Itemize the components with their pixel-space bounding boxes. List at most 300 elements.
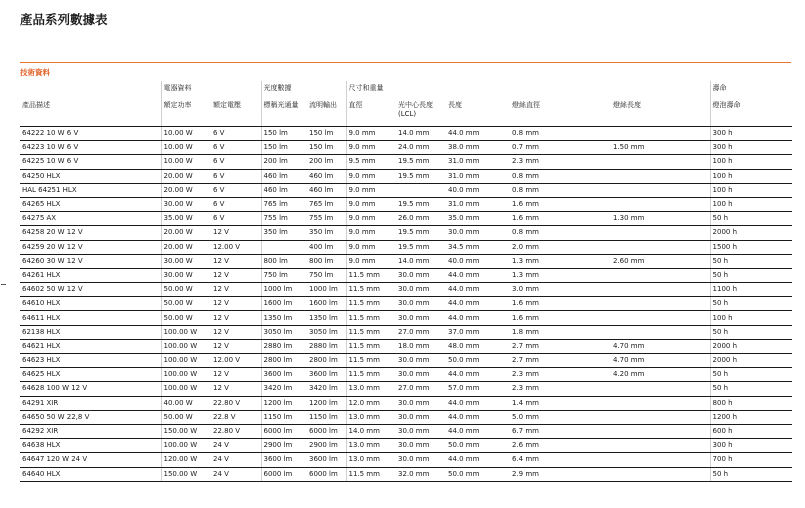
col-filament-length: 燈絲長度 xyxy=(611,98,710,127)
cell-diameter: 11.5 mm xyxy=(346,339,396,353)
cell-voltage: 24 V xyxy=(211,467,261,481)
cell-power: 20.00 W xyxy=(161,183,211,197)
cell-power: 35.00 W xyxy=(161,212,211,226)
cell-product: 62138 HLX xyxy=(20,325,161,339)
group-dimensions: 尺寸和重量 xyxy=(346,81,710,98)
cell-filament-length xyxy=(611,226,710,240)
cell-product: 64275 AX xyxy=(20,212,161,226)
col-length: 長度 xyxy=(446,98,510,127)
cell-product: 64602 50 W 12 V xyxy=(20,283,161,297)
cell-life: 1100 h xyxy=(710,283,792,297)
cell-product: 64225 10 W 6 V xyxy=(20,155,161,169)
cell-filament-length xyxy=(611,424,710,438)
cell-life: 300 h xyxy=(710,439,792,453)
cell-diameter: 11.5 mm xyxy=(346,268,396,282)
cell-life: 50 h xyxy=(710,254,792,268)
cell-rated-flux: 750 lm xyxy=(261,268,307,282)
cell-luminous-flux: 3420 lm xyxy=(307,382,346,396)
cell-diameter: 13.0 mm xyxy=(346,453,396,467)
cell-life: 600 h xyxy=(710,424,792,438)
cell-filament-length xyxy=(611,311,710,325)
cell-power: 20.00 W xyxy=(161,169,211,183)
cell-filament-length xyxy=(611,396,710,410)
cell-voltage: 6 V xyxy=(211,197,261,211)
cell-length: 31.0 mm xyxy=(446,169,510,183)
cell-power: 100.00 W xyxy=(161,382,211,396)
cell-luminous-flux: 3600 lm xyxy=(307,368,346,382)
cell-luminous-flux: 2880 lm xyxy=(307,339,346,353)
cell-lcl: 30.0 mm xyxy=(396,354,446,368)
cell-rated-flux: 1150 lm xyxy=(261,410,307,424)
cell-diameter: 9.0 mm xyxy=(346,226,396,240)
col-power: 額定功率 xyxy=(161,98,211,127)
cell-lcl: 19.5 mm xyxy=(396,226,446,240)
cell-filament-length xyxy=(611,467,710,481)
table-row xyxy=(20,439,792,453)
cell-lcl: 30.0 mm xyxy=(396,283,446,297)
cell-life: 100 h xyxy=(710,183,792,197)
cell-length: 44.0 mm xyxy=(446,453,510,467)
cell-voltage: 12 V xyxy=(211,297,261,311)
table-row xyxy=(20,240,792,254)
cell-length: 44.0 mm xyxy=(446,297,510,311)
table-row xyxy=(20,268,792,282)
cell-lcl: 19.5 mm xyxy=(396,197,446,211)
cell-length: 44.0 mm xyxy=(446,424,510,438)
cell-diameter: 13.0 mm xyxy=(346,410,396,424)
cell-length: 44.0 mm xyxy=(446,396,510,410)
cell-luminous-flux: 150 lm xyxy=(307,141,346,155)
cell-rated-flux: 2900 lm xyxy=(261,439,307,453)
cell-power: 10.00 W xyxy=(161,127,211,141)
cell-filament-length xyxy=(611,410,710,424)
cell-product: 64650 50 W 22,8 V xyxy=(20,410,161,424)
cell-voltage: 12 V xyxy=(211,283,261,297)
cell-luminous-flux: 765 lm xyxy=(307,197,346,211)
table-row xyxy=(20,382,792,396)
cell-diameter: 9.0 mm xyxy=(346,127,396,141)
cell-length: 40.0 mm xyxy=(446,183,510,197)
cell-filament-length xyxy=(611,297,710,311)
col-voltage: 額定電壓 xyxy=(211,98,261,127)
cell-life: 1500 h xyxy=(710,240,792,254)
cell-filament-length xyxy=(611,283,710,297)
cell-luminous-flux: 460 lm xyxy=(307,169,346,183)
cell-rated-flux: 755 lm xyxy=(261,212,307,226)
cell-diameter: 11.5 mm xyxy=(346,325,396,339)
cell-voltage: 6 V xyxy=(211,127,261,141)
table-row xyxy=(20,283,792,297)
cell-luminous-flux: 200 lm xyxy=(307,155,346,169)
cell-filament-length xyxy=(611,439,710,453)
cell-voltage: 12 V xyxy=(211,382,261,396)
cell-diameter: 13.0 mm xyxy=(346,439,396,453)
cell-life: 50 h xyxy=(710,467,792,481)
cell-filament-length: 1.30 mm xyxy=(611,212,710,226)
cell-voltage: 12.00 V xyxy=(211,354,261,368)
cell-filament-diameter: 1.8 mm xyxy=(510,325,611,339)
cell-voltage: 22.80 V xyxy=(211,424,261,438)
cell-diameter: 9.0 mm xyxy=(346,141,396,155)
cell-rated-flux: 3600 lm xyxy=(261,453,307,467)
cell-rated-flux: 3420 lm xyxy=(261,382,307,396)
cell-power: 20.00 W xyxy=(161,240,211,254)
cell-rated-flux: 3600 lm xyxy=(261,368,307,382)
cell-power: 100.00 W xyxy=(161,439,211,453)
cell-luminous-flux: 400 lm xyxy=(307,240,346,254)
cell-filament-length: 2.60 mm xyxy=(611,254,710,268)
cell-life: 1200 h xyxy=(710,410,792,424)
table-row xyxy=(20,339,792,353)
cell-length: 44.0 mm xyxy=(446,368,510,382)
cell-lcl: 18.0 mm xyxy=(396,339,446,353)
cell-life: 700 h xyxy=(710,453,792,467)
cell-voltage: 6 V xyxy=(211,183,261,197)
cell-filament-diameter: 2.9 mm xyxy=(510,467,611,481)
cell-product: 64291 XIR xyxy=(20,396,161,410)
cell-diameter: 9.0 mm xyxy=(346,240,396,254)
cell-product: 64222 10 W 6 V xyxy=(20,127,161,141)
cell-product: 64610 HLX xyxy=(20,297,161,311)
cell-filament-diameter: 1.3 mm xyxy=(510,254,611,268)
cell-diameter: 11.5 mm xyxy=(346,368,396,382)
cell-lcl: 19.5 mm xyxy=(396,240,446,254)
cell-rated-flux: 6000 lm xyxy=(261,467,307,481)
cell-filament-length: 1.50 mm xyxy=(611,141,710,155)
cell-rated-flux: 800 lm xyxy=(261,254,307,268)
cell-product: 64260 30 W 12 V xyxy=(20,254,161,268)
table-row xyxy=(20,141,792,155)
cell-power: 120.00 W xyxy=(161,453,211,467)
cell-length: 38.0 mm xyxy=(446,141,510,155)
section-title: 技術資料 xyxy=(20,68,50,77)
group-header-row xyxy=(20,81,792,98)
cell-power: 20.00 W xyxy=(161,226,211,240)
cell-luminous-flux: 460 lm xyxy=(307,183,346,197)
cell-product: 64265 HLX xyxy=(20,197,161,211)
cell-luminous-flux: 755 lm xyxy=(307,212,346,226)
cell-filament-diameter: 6.7 mm xyxy=(510,424,611,438)
cell-power: 100.00 W xyxy=(161,368,211,382)
cell-rated-flux: 1600 lm xyxy=(261,297,307,311)
cell-lcl: 30.0 mm xyxy=(396,368,446,382)
cell-product: 64258 20 W 12 V xyxy=(20,226,161,240)
table-row xyxy=(20,155,792,169)
cell-lcl xyxy=(396,183,446,197)
cell-filament-diameter: 0.8 mm xyxy=(510,127,611,141)
cell-power: 50.00 W xyxy=(161,410,211,424)
cell-life: 50 h xyxy=(710,368,792,382)
cell-lcl: 26.0 mm xyxy=(396,212,446,226)
col-life: 燈泡壽命 xyxy=(710,98,792,127)
cell-luminous-flux: 2800 lm xyxy=(307,354,346,368)
cell-life: 300 h xyxy=(710,141,792,155)
cell-lcl: 24.0 mm xyxy=(396,141,446,155)
cell-product: 64640 HLX xyxy=(20,467,161,481)
cell-diameter: 9.0 mm xyxy=(346,183,396,197)
cell-power: 150.00 W xyxy=(161,467,211,481)
accent-divider xyxy=(20,62,791,63)
cell-length: 40.0 mm xyxy=(446,254,510,268)
cell-voltage: 12 V xyxy=(211,268,261,282)
cell-filament-length xyxy=(611,382,710,396)
cell-rated-flux xyxy=(261,240,307,254)
cell-rated-flux: 1200 lm xyxy=(261,396,307,410)
cell-filament-length: 4.70 mm xyxy=(611,339,710,353)
cell-filament-diameter: 2.3 mm xyxy=(510,155,611,169)
cell-luminous-flux: 150 lm xyxy=(307,127,346,141)
table-row xyxy=(20,226,792,240)
cell-luminous-flux: 1200 lm xyxy=(307,396,346,410)
cell-rated-flux: 150 lm xyxy=(261,127,307,141)
cell-filament-diameter: 2.3 mm xyxy=(510,382,611,396)
cell-rated-flux: 6000 lm xyxy=(261,424,307,438)
cell-life: 800 h xyxy=(710,396,792,410)
cell-filament-diameter: 6.4 mm xyxy=(510,453,611,467)
cell-lcl: 30.0 mm xyxy=(396,410,446,424)
technical-data-table xyxy=(20,81,792,482)
cell-rated-flux: 460 lm xyxy=(261,183,307,197)
col-filament-diameter: 燈絲直徑 xyxy=(510,98,611,127)
cell-lcl: 32.0 mm xyxy=(396,467,446,481)
cell-diameter: 9.0 mm xyxy=(346,254,396,268)
table-row xyxy=(20,396,792,410)
cell-length: 44.0 mm xyxy=(446,311,510,325)
cell-life: 50 h xyxy=(710,268,792,282)
table-row xyxy=(20,254,792,268)
cell-filament-diameter: 1.6 mm xyxy=(510,197,611,211)
cell-filament-length xyxy=(611,197,710,211)
cell-life: 100 h xyxy=(710,169,792,183)
cell-luminous-flux: 3600 lm xyxy=(307,453,346,467)
cell-power: 50.00 W xyxy=(161,311,211,325)
cell-rated-flux: 2880 lm xyxy=(261,339,307,353)
cell-rated-flux: 200 lm xyxy=(261,155,307,169)
cell-diameter: 11.5 mm xyxy=(346,297,396,311)
cell-luminous-flux: 1350 lm xyxy=(307,311,346,325)
cell-filament-diameter: 1.6 mm xyxy=(510,311,611,325)
cell-lcl: 30.0 mm xyxy=(396,453,446,467)
cell-power: 10.00 W xyxy=(161,141,211,155)
cell-diameter: 11.5 mm xyxy=(346,467,396,481)
cell-filament-length xyxy=(611,127,710,141)
cell-filament-diameter: 2.7 mm xyxy=(510,339,611,353)
cell-luminous-flux: 350 lm xyxy=(307,226,346,240)
cell-length: 35.0 mm xyxy=(446,212,510,226)
cell-life: 50 h xyxy=(710,325,792,339)
cell-length: 48.0 mm xyxy=(446,339,510,353)
table-body xyxy=(20,127,792,482)
cell-luminous-flux: 6000 lm xyxy=(307,424,346,438)
cell-product: 64638 HLX xyxy=(20,439,161,453)
cell-rated-flux: 1350 lm xyxy=(261,311,307,325)
cell-power: 30.00 W xyxy=(161,268,211,282)
cell-filament-diameter: 1.4 mm xyxy=(510,396,611,410)
cell-filament-length xyxy=(611,268,710,282)
cell-voltage: 12 V xyxy=(211,254,261,268)
cell-filament-length xyxy=(611,240,710,254)
cell-luminous-flux: 3050 lm xyxy=(307,325,346,339)
cell-lcl: 30.0 mm xyxy=(396,424,446,438)
cell-rated-flux: 3050 lm xyxy=(261,325,307,339)
cell-length: 50.0 mm xyxy=(446,439,510,453)
cell-product: 64223 10 W 6 V xyxy=(20,141,161,155)
cell-luminous-flux: 6000 lm xyxy=(307,467,346,481)
cell-lcl: 30.0 mm xyxy=(396,311,446,325)
cell-lcl: 30.0 mm xyxy=(396,297,446,311)
table-row xyxy=(20,410,792,424)
cell-diameter: 14.0 mm xyxy=(346,424,396,438)
cell-length: 44.0 mm xyxy=(446,283,510,297)
cell-filament-length xyxy=(611,183,710,197)
cell-diameter: 12.0 mm xyxy=(346,396,396,410)
cell-filament-diameter: 1.6 mm xyxy=(510,297,611,311)
cell-length: 44.0 mm xyxy=(446,410,510,424)
cell-diameter: 9.5 mm xyxy=(346,155,396,169)
cell-length: 31.0 mm xyxy=(446,197,510,211)
cell-filament-length: 4.20 mm xyxy=(611,368,710,382)
cell-voltage: 6 V xyxy=(211,141,261,155)
cell-product: 64611 HLX xyxy=(20,311,161,325)
cell-diameter: 9.0 mm xyxy=(346,212,396,226)
cell-voltage: 12 V xyxy=(211,325,261,339)
cell-lcl: 27.0 mm xyxy=(396,325,446,339)
cell-product: 64250 HLX xyxy=(20,169,161,183)
cell-power: 50.00 W xyxy=(161,283,211,297)
cell-diameter: 11.5 mm xyxy=(346,283,396,297)
cell-power: 30.00 W xyxy=(161,254,211,268)
cell-voltage: 22.80 V xyxy=(211,396,261,410)
cell-lcl: 30.0 mm xyxy=(396,439,446,453)
cell-lcl: 27.0 mm xyxy=(396,382,446,396)
group-photometric: 光度數據 xyxy=(261,81,346,98)
table-row xyxy=(20,453,792,467)
cell-life: 50 h xyxy=(710,212,792,226)
table-row xyxy=(20,212,792,226)
table-row xyxy=(20,311,792,325)
cell-product: 64621 HLX xyxy=(20,339,161,353)
cell-power: 10.00 W xyxy=(161,155,211,169)
cell-filament-length: 4.70 mm xyxy=(611,354,710,368)
col-lcl: 光中心長度 (LCL) xyxy=(396,98,446,127)
cell-power: 100.00 W xyxy=(161,354,211,368)
cell-filament-diameter: 0.8 mm xyxy=(510,169,611,183)
table-row xyxy=(20,127,792,141)
cell-filament-diameter: 1.6 mm xyxy=(510,212,611,226)
cell-life: 300 h xyxy=(710,127,792,141)
cell-voltage: 6 V xyxy=(211,155,261,169)
cell-filament-diameter: 2.3 mm xyxy=(510,368,611,382)
table-row xyxy=(20,368,792,382)
cell-luminous-flux: 2900 lm xyxy=(307,439,346,453)
cell-life: 50 h xyxy=(710,382,792,396)
col-product: 產品描述 xyxy=(20,98,161,127)
cell-lcl: 19.5 mm xyxy=(396,169,446,183)
cell-diameter: 11.5 mm xyxy=(346,354,396,368)
cell-filament-diameter: 5.0 mm xyxy=(510,410,611,424)
cell-product: 64623 HLX xyxy=(20,354,161,368)
table-row xyxy=(20,354,792,368)
cell-length: 34.5 mm xyxy=(446,240,510,254)
cell-power: 30.00 W xyxy=(161,197,211,211)
cell-luminous-flux: 800 lm xyxy=(307,254,346,268)
cell-luminous-flux: 750 lm xyxy=(307,268,346,282)
cell-filament-diameter: 2.0 mm xyxy=(510,240,611,254)
cell-power: 100.00 W xyxy=(161,339,211,353)
cell-product: 64259 20 W 12 V xyxy=(20,240,161,254)
cell-filament-length xyxy=(611,155,710,169)
cell-rated-flux: 460 lm xyxy=(261,169,307,183)
table-row xyxy=(20,169,792,183)
table-row xyxy=(20,297,792,311)
cell-lcl: 14.0 mm xyxy=(396,254,446,268)
cell-luminous-flux: 1150 lm xyxy=(307,410,346,424)
cell-product: 64647 120 W 24 V xyxy=(20,453,161,467)
cell-filament-diameter: 2.6 mm xyxy=(510,439,611,453)
cell-lcl: 30.0 mm xyxy=(396,268,446,282)
cell-life: 100 h xyxy=(710,197,792,211)
cell-luminous-flux: 1000 lm xyxy=(307,283,346,297)
cell-voltage: 12 V xyxy=(211,368,261,382)
cell-length: 50.0 mm xyxy=(446,354,510,368)
cell-product: 64292 XIR xyxy=(20,424,161,438)
column-header-row xyxy=(20,98,792,127)
cell-filament-diameter: 0.8 mm xyxy=(510,183,611,197)
cell-rated-flux: 350 lm xyxy=(261,226,307,240)
group-empty xyxy=(20,81,161,98)
page-title: 產品系列數據表 xyxy=(20,12,108,27)
cell-lcl: 14.0 mm xyxy=(396,127,446,141)
cell-filament-diameter: 2.7 mm xyxy=(510,354,611,368)
col-diameter: 直徑 xyxy=(346,98,396,127)
cell-length: 44.0 mm xyxy=(446,268,510,282)
cell-voltage: 12 V xyxy=(211,311,261,325)
cell-voltage: 6 V xyxy=(211,169,261,183)
cell-product: HAL 64251 HLX xyxy=(20,183,161,197)
table-row xyxy=(20,197,792,211)
cell-rated-flux: 1000 lm xyxy=(261,283,307,297)
cell-filament-length xyxy=(611,325,710,339)
cell-power: 150.00 W xyxy=(161,424,211,438)
cell-power: 50.00 W xyxy=(161,297,211,311)
cell-length: 50.0 mm xyxy=(446,467,510,481)
group-electrical: 電器資料 xyxy=(161,81,261,98)
table-row xyxy=(20,467,792,481)
cell-length: 31.0 mm xyxy=(446,155,510,169)
cell-voltage: 12 V xyxy=(211,339,261,353)
cell-voltage: 12.00 V xyxy=(211,240,261,254)
cell-filament-diameter: 3.0 mm xyxy=(510,283,611,297)
table-row xyxy=(20,183,792,197)
cell-power: 40.00 W xyxy=(161,396,211,410)
margin-tick xyxy=(1,284,6,285)
cell-luminous-flux: 1600 lm xyxy=(307,297,346,311)
cell-product: 64628 100 W 12 V xyxy=(20,382,161,396)
cell-diameter: 9.0 mm xyxy=(346,197,396,211)
cell-power: 100.00 W xyxy=(161,325,211,339)
cell-voltage: 6 V xyxy=(211,212,261,226)
group-lifetime: 壽命 xyxy=(710,81,792,98)
cell-diameter: 9.0 mm xyxy=(346,169,396,183)
cell-length: 30.0 mm xyxy=(446,226,510,240)
cell-length: 57.0 mm xyxy=(446,382,510,396)
cell-filament-diameter: 0.8 mm xyxy=(510,226,611,240)
cell-rated-flux: 765 lm xyxy=(261,197,307,211)
cell-life: 50 h xyxy=(710,297,792,311)
cell-filament-diameter: 1.3 mm xyxy=(510,268,611,282)
cell-length: 37.0 mm xyxy=(446,325,510,339)
col-luminous-flux: 流明輸出 xyxy=(307,98,346,127)
